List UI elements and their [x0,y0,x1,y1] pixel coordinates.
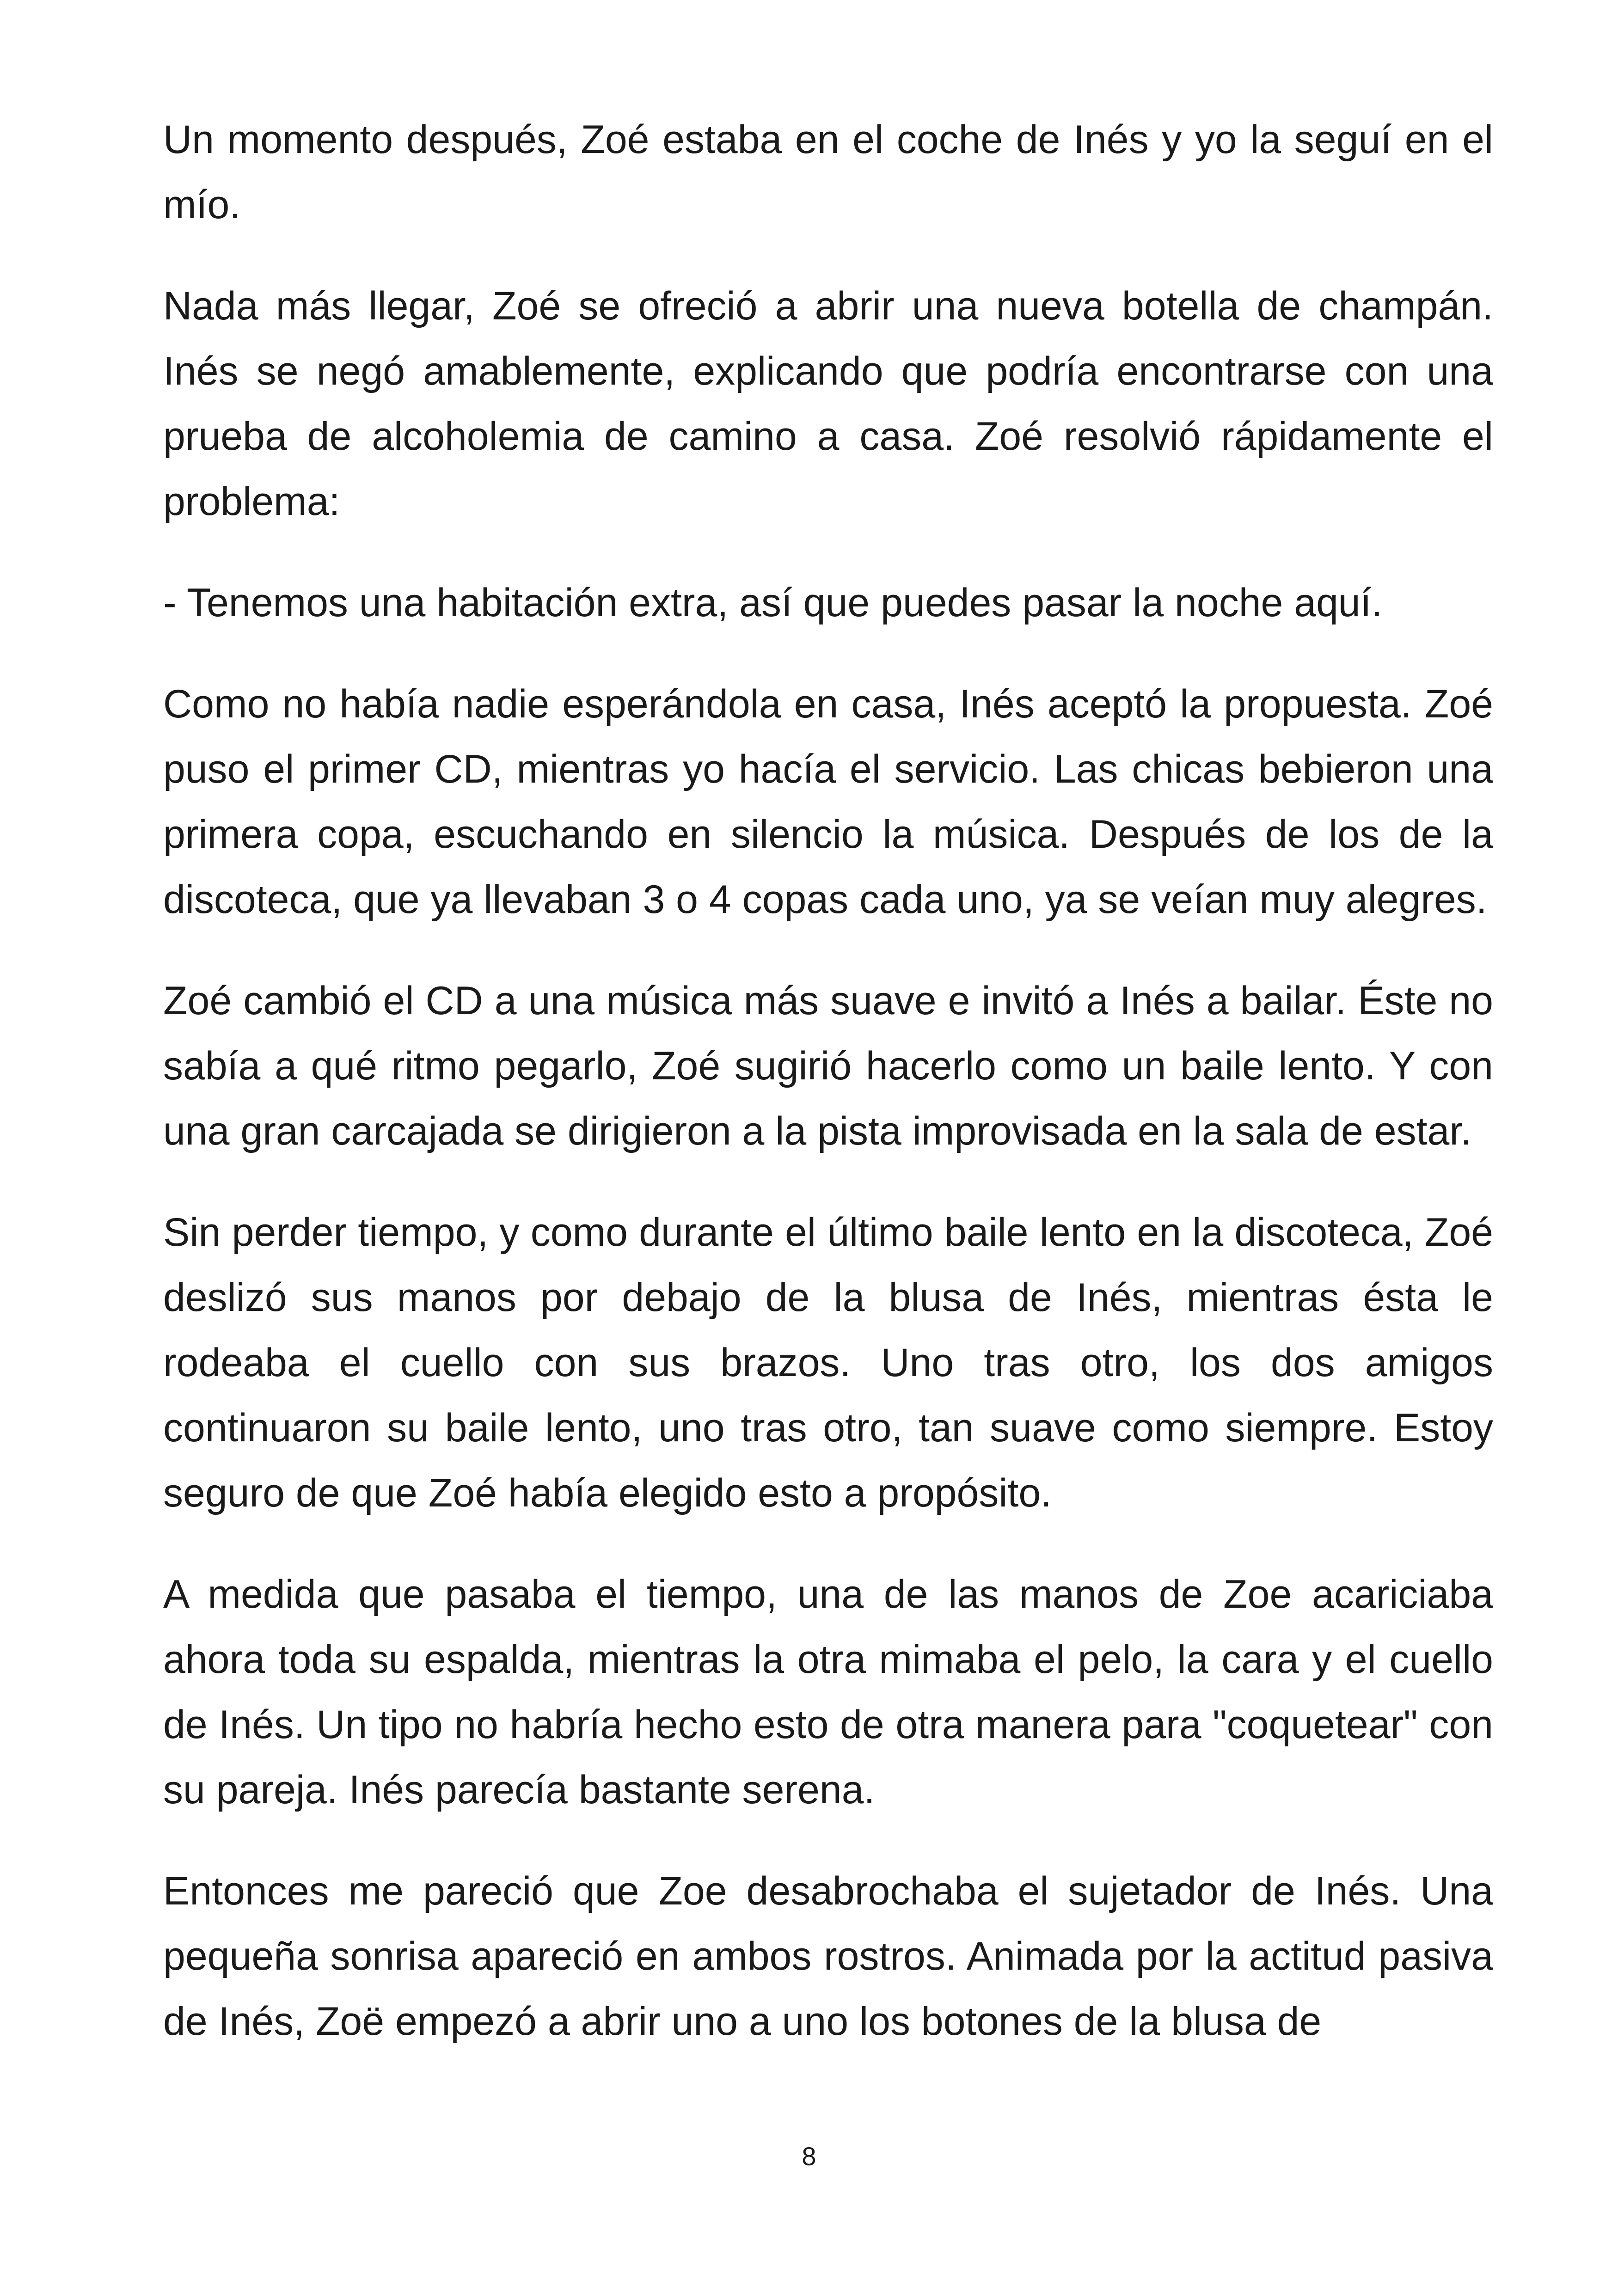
page-number: 8 [802,2142,816,2171]
paragraph-1: Un momento después, Zoé estaba en el coche de Inés y yo la seguí en el mío. [163,117,1493,227]
paragraph-5: Zoé cambió el CD a una música más suave e invitó a Inés a bailar. Éste no sabía a qué ritmo pegarlo, Zoé sugirió hacerlo como un baile lento. Y con una gran carcajada se dirigieron a la pista improvisada en la sala de estar. [163,979,1493,1153]
text-body [163,107,1493,2090]
paragraph-6: Sin perder tiempo, y como durante el último baile lento en la discoteca, Zoé deslizó sus manos por debajo de la blusa de Inés, mientras ésta le rodeaba el cuello con sus brazos. Uno tras otro, los dos amigos continuaron su baile lento, uno tras otro, tan suave como siempre. Estoy seguro de que Zoé había elegido esto a propósito. [163,1210,1493,1515]
paragraph-4: Como no había nadie esperándola en casa, Inés aceptó la propuesta. Zoé puso el primer CD, mientras yo hacía el servicio. Las chicas bebieron una primera copa, escuchando en silencio la música. Después de los de la discoteca, que ya llevaban 3 o 4 copas cada uno, ya se veían muy alegres. [163,682,1493,922]
paragraph-8: Entonces me pareció que Zoe desabrochaba el sujetador de Inés. Una pequeña sonrisa apareció en ambos rostros. Animada por la actitud pasiva de Inés, Zoë empezó a abrir uno a uno los botones de la blusa de [163,1869,1493,2044]
paragraph-7: A medida que pasaba el tiempo, una de las manos de Zoe acariciaba ahora toda su espalda, mientras la otra mimaba el pelo, la cara y el cuello de Inés. Un tipo no habría hecho esto de otra manera para "coquetear" con su pareja. Inés parecía bastante serena. [163,1572,1493,1812]
paragraph-2: Nada más llegar, Zoé se ofreció a abrir una nueva botella de champán. Inés se negó amablemente, explicando que podría encontrarse con una prueba de alcoholemia de camino a casa. Zoé resolvió rápidamente el problema: [163,284,1493,524]
paragraph-3: - Tenemos una habitación extra, así que puedes pasar la noche aquí. [163,581,1383,625]
